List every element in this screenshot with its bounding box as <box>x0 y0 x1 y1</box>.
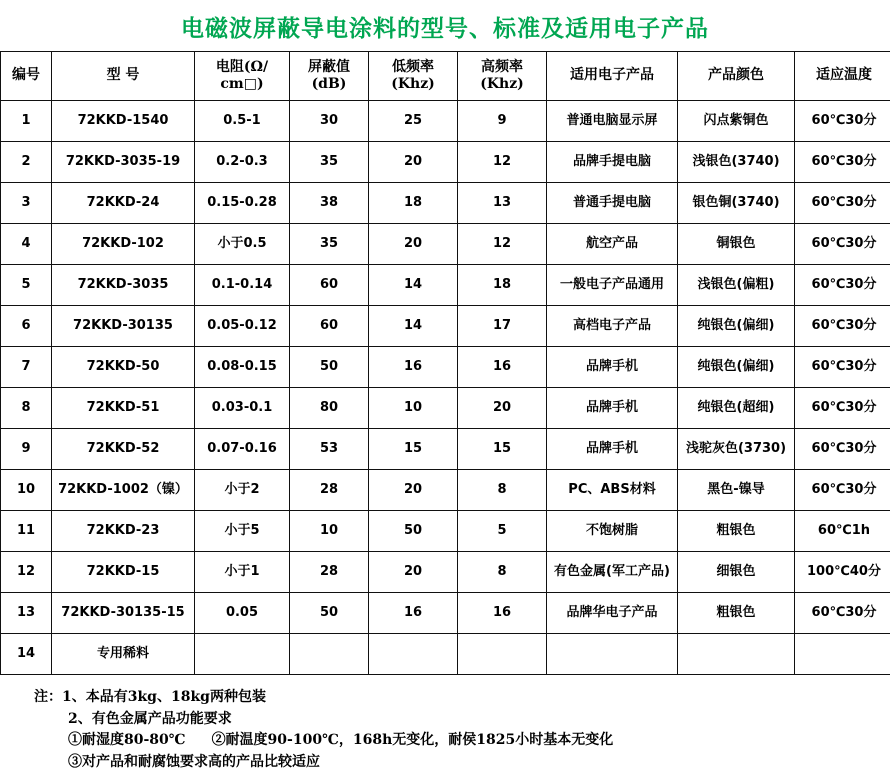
cell-low-freq: 20 <box>369 552 458 593</box>
cell-no: 7 <box>1 347 52 388</box>
table-row <box>1 429 890 470</box>
cell-resistance: 0.2-0.3 <box>195 142 290 183</box>
cell-temperature: 60℃1h <box>795 511 890 552</box>
cell-model: 72KKD-50 <box>52 347 195 388</box>
cell-application: 高档电子产品 <box>547 306 678 347</box>
cell-low-freq: 25 <box>369 101 458 142</box>
cell-high-freq: 16 <box>458 347 547 388</box>
cell-shield: 35 <box>290 224 369 265</box>
cell-color: 浅驼灰色(3730) <box>678 429 795 470</box>
cell-temperature: 60℃30分 <box>795 347 890 388</box>
cell-application: PC、ABS材料 <box>547 470 678 511</box>
column-header-low-freq <box>369 52 458 101</box>
cell-no: 13 <box>1 593 52 634</box>
cell-no: 9 <box>1 429 52 470</box>
cell-resistance: 0.07-0.16 <box>195 429 290 470</box>
note-item-1: 1、本品有3kg、18kg两种包装 <box>62 689 266 705</box>
table-row <box>1 634 890 675</box>
table-body <box>1 101 890 675</box>
cell-model: 72KKD-15 <box>52 552 195 593</box>
cell-color: 细银色 <box>678 552 795 593</box>
cell-temperature: 60℃30分 <box>795 470 890 511</box>
cell-no: 14 <box>1 634 52 675</box>
cell-no: 4 <box>1 224 52 265</box>
cell-no: 12 <box>1 552 52 593</box>
table-row <box>1 265 890 306</box>
column-header-temperature: 适应温度 <box>795 52 890 101</box>
column-header-shield <box>290 52 369 101</box>
cell-resistance: 0.03-0.1 <box>195 388 290 429</box>
cell-no: 10 <box>1 470 52 511</box>
cell-high-freq: 15 <box>458 429 547 470</box>
cell-model: 72KKD-23 <box>52 511 195 552</box>
note-item-2: 2、有色金属产品功能要求 <box>68 711 232 727</box>
cell-low-freq <box>369 634 458 675</box>
column-header-no: 编号 <box>1 52 52 101</box>
table-row <box>1 552 890 593</box>
cell-no: 6 <box>1 306 52 347</box>
cell-application: 普通手提电脑 <box>547 183 678 224</box>
column-header-shield-line2: (dB) <box>291 76 367 94</box>
cell-high-freq: 5 <box>458 511 547 552</box>
cell-color: 闪点紫铜色 <box>678 101 795 142</box>
cell-resistance: 小于0.5 <box>195 224 290 265</box>
column-header-color: 产品颜色 <box>678 52 795 101</box>
cell-model: 72KKD-1002（镍） <box>52 470 195 511</box>
table-row <box>1 347 890 388</box>
note-line-4 <box>34 752 890 774</box>
cell-shield: 80 <box>290 388 369 429</box>
table-row <box>1 142 890 183</box>
cell-no: 1 <box>1 101 52 142</box>
cell-model: 72KKD-1540 <box>52 101 195 142</box>
cell-color: 纯银色(偏细) <box>678 306 795 347</box>
note-sub-item-2: ②耐温度90-100℃，168h无变化，耐侯1825小时基本无变化 <box>212 730 614 752</box>
table-row <box>1 511 890 552</box>
cell-temperature: 60℃30分 <box>795 429 890 470</box>
cell-model: 72KKD-3035 <box>52 265 195 306</box>
cell-shield: 10 <box>290 511 369 552</box>
cell-shield: 50 <box>290 347 369 388</box>
cell-resistance: 0.05 <box>195 593 290 634</box>
cell-color: 粗银色 <box>678 593 795 634</box>
cell-high-freq <box>458 634 547 675</box>
cell-low-freq: 14 <box>369 306 458 347</box>
cell-resistance: 小于2 <box>195 470 290 511</box>
column-header-model: 型 号 <box>52 52 195 101</box>
notes-label: 注： <box>34 689 62 705</box>
table-row <box>1 101 890 142</box>
cell-application <box>547 634 678 675</box>
cell-temperature: 60℃30分 <box>795 265 890 306</box>
column-header-low-freq-line1: 低频率 <box>370 59 456 77</box>
cell-color: 浅银色(3740) <box>678 142 795 183</box>
cell-low-freq: 10 <box>369 388 458 429</box>
cell-color: 粗银色 <box>678 511 795 552</box>
cell-shield <box>290 634 369 675</box>
cell-model: 72KKD-30135 <box>52 306 195 347</box>
cell-resistance: 0.15-0.28 <box>195 183 290 224</box>
cell-low-freq: 20 <box>369 470 458 511</box>
cell-low-freq: 14 <box>369 265 458 306</box>
table-header <box>1 52 890 101</box>
cell-low-freq: 18 <box>369 183 458 224</box>
cell-shield: 60 <box>290 306 369 347</box>
cell-shield: 35 <box>290 142 369 183</box>
cell-shield: 28 <box>290 552 369 593</box>
cell-application: 品牌手机 <box>547 347 678 388</box>
cell-application: 品牌手机 <box>547 429 678 470</box>
cell-color: 浅银色(偏粗) <box>678 265 795 306</box>
cell-high-freq: 12 <box>458 224 547 265</box>
column-header-high-freq-line2: (Khz) <box>459 76 545 94</box>
column-header-low-freq-line2: (Khz) <box>370 76 456 94</box>
cell-high-freq: 8 <box>458 470 547 511</box>
column-header-application: 适用电子产品 <box>547 52 678 101</box>
table-header-row <box>1 52 890 101</box>
cell-low-freq: 16 <box>369 593 458 634</box>
cell-high-freq: 8 <box>458 552 547 593</box>
cell-application: 有色金属(军工产品) <box>547 552 678 593</box>
cell-high-freq: 20 <box>458 388 547 429</box>
cell-model: 专用稀料 <box>52 634 195 675</box>
cell-resistance <box>195 634 290 675</box>
cell-no: 2 <box>1 142 52 183</box>
cell-high-freq: 13 <box>458 183 547 224</box>
cell-color: 纯银色(超细) <box>678 388 795 429</box>
table-row <box>1 224 890 265</box>
table-row <box>1 470 890 511</box>
note-line-3 <box>34 730 890 752</box>
cell-low-freq: 15 <box>369 429 458 470</box>
cell-shield: 38 <box>290 183 369 224</box>
table-row <box>1 593 890 634</box>
cell-resistance: 小于1 <box>195 552 290 593</box>
spec-table <box>0 51 890 675</box>
cell-no: 11 <box>1 511 52 552</box>
cell-shield: 28 <box>290 470 369 511</box>
cell-model: 72KKD-3035-19 <box>52 142 195 183</box>
cell-temperature: 60℃30分 <box>795 183 890 224</box>
cell-no: 3 <box>1 183 52 224</box>
cell-resistance: 0.08-0.15 <box>195 347 290 388</box>
cell-high-freq: 12 <box>458 142 547 183</box>
column-header-resistance <box>195 52 290 101</box>
note-line-1 <box>34 687 890 709</box>
cell-resistance: 0.5-1 <box>195 101 290 142</box>
cell-application: 不饱树脂 <box>547 511 678 552</box>
note-line-2 <box>34 709 890 731</box>
cell-model: 72KKD-30135-15 <box>52 593 195 634</box>
cell-low-freq: 16 <box>369 347 458 388</box>
cell-shield: 53 <box>290 429 369 470</box>
table-row <box>1 306 890 347</box>
note-sub-item-3: ③对产品和耐腐蚀要求高的产品比较适应 <box>68 752 320 774</box>
page-title: 电磁波屏蔽导电涂料的型号、标准及适用电子产品 <box>0 0 890 51</box>
cell-application: 品牌华电子产品 <box>547 593 678 634</box>
cell-temperature <box>795 634 890 675</box>
column-header-high-freq <box>458 52 547 101</box>
table-row <box>1 183 890 224</box>
cell-low-freq: 20 <box>369 224 458 265</box>
cell-application: 一般电子产品通用 <box>547 265 678 306</box>
cell-high-freq: 16 <box>458 593 547 634</box>
cell-temperature: 60℃30分 <box>795 101 890 142</box>
notes-block <box>34 687 890 774</box>
cell-model: 72KKD-24 <box>52 183 195 224</box>
cell-temperature: 60℃30分 <box>795 593 890 634</box>
table-row <box>1 388 890 429</box>
note-sub-item-1: ①耐湿度80-80℃ <box>68 730 186 752</box>
cell-resistance: 0.1-0.14 <box>195 265 290 306</box>
cell-high-freq: 18 <box>458 265 547 306</box>
cell-color: 黑色-镍导 <box>678 470 795 511</box>
column-header-resistance-line2: cm□) <box>196 76 288 94</box>
cell-shield: 60 <box>290 265 369 306</box>
column-header-shield-line1: 屏蔽值 <box>291 59 367 77</box>
cell-temperature: 60℃30分 <box>795 142 890 183</box>
cell-high-freq: 9 <box>458 101 547 142</box>
cell-model: 72KKD-52 <box>52 429 195 470</box>
cell-color <box>678 634 795 675</box>
cell-resistance: 0.05-0.12 <box>195 306 290 347</box>
cell-temperature: 100℃40分 <box>795 552 890 593</box>
column-header-high-freq-line1: 高频率 <box>459 59 545 77</box>
column-header-resistance-line1: 电阻(Ω/ <box>196 59 288 77</box>
cell-shield: 50 <box>290 593 369 634</box>
cell-low-freq: 20 <box>369 142 458 183</box>
cell-model: 72KKD-51 <box>52 388 195 429</box>
cell-color: 铜银色 <box>678 224 795 265</box>
cell-resistance: 小于5 <box>195 511 290 552</box>
cell-application: 普通电脑显示屏 <box>547 101 678 142</box>
cell-no: 5 <box>1 265 52 306</box>
cell-shield: 30 <box>290 101 369 142</box>
cell-temperature: 60℃30分 <box>795 306 890 347</box>
cell-color: 银色铜(3740) <box>678 183 795 224</box>
cell-application: 品牌手机 <box>547 388 678 429</box>
cell-no: 8 <box>1 388 52 429</box>
cell-temperature: 60℃30分 <box>795 224 890 265</box>
cell-model: 72KKD-102 <box>52 224 195 265</box>
cell-color: 纯银色(偏细) <box>678 347 795 388</box>
cell-low-freq: 50 <box>369 511 458 552</box>
cell-temperature: 60℃30分 <box>795 388 890 429</box>
cell-application: 航空产品 <box>547 224 678 265</box>
cell-application: 品牌手提电脑 <box>547 142 678 183</box>
cell-high-freq: 17 <box>458 306 547 347</box>
